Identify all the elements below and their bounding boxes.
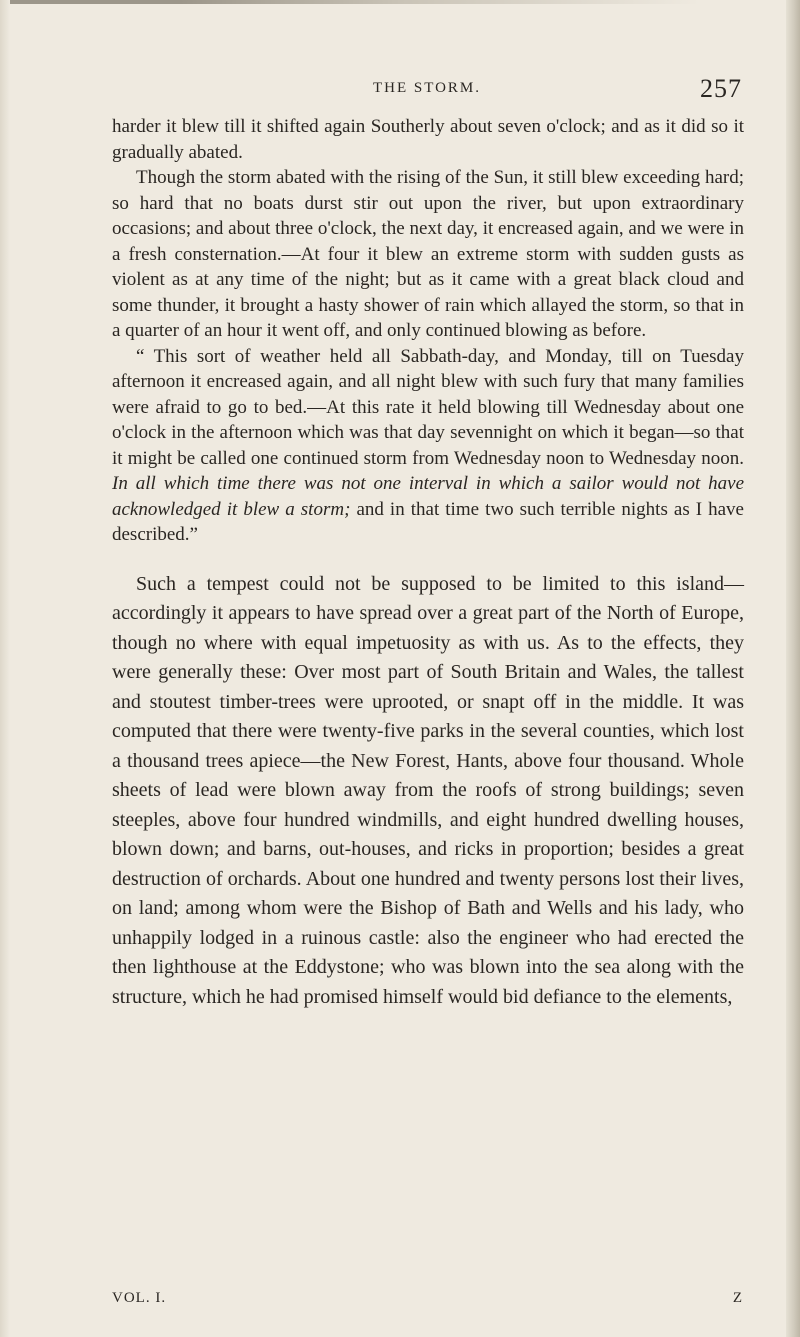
- paragraph-storm-abated: [112, 165, 744, 344]
- signature-mark: Z: [732, 1290, 742, 1306]
- running-head: THE STORM.: [372, 80, 482, 96]
- text-segment: Though the storm abated with the rising of the Sun, it still blew exceeding hard; so hard that no boats durst stir out upon the river, but upon extraordinary occasions; and about three o'clock, the next day, it encreased again, and we were in a fresh consternation.—At four it blew an extreme storm with sudden gusts as violent as at any time of the night; but as it came with a great black cloud and some thunder, it brought a hasty shower of rain which allayed the storm, so that in a quarter of an hour it went off, and only continued blowing as before.: [112, 167, 744, 341]
- volume-label: VOL. I.: [112, 1290, 167, 1306]
- paragraph-quotation: [112, 344, 744, 548]
- scan-top-rule: [0, 0, 800, 4]
- page-number: 257: [700, 74, 742, 103]
- italic-segment: In all which time there was not one interval in which a sailor would not have acknowledged it blew a storm;: [112, 473, 744, 520]
- text-segment: harder it blew till it shifted again Southerly about seven o'clock; and as it did so it gradually abated.: [112, 116, 744, 163]
- page-footer: [112, 1290, 742, 1314]
- text-segment: and in that time two such terrible nights as I have described.”: [112, 498, 744, 545]
- text-segment: “ This sort of weather held all Sabbath-day, and Monday, till on Tuesday afternoon it encreased again, and all night blew with such fury that many families were afraid to go to bed.—At this rate it held blowing till Wednesday about one o'clock in the afternoon which was that day sevennight on which it began—so that it might be called one continued storm from Wednesday noon to Wednesday noon.: [112, 345, 744, 469]
- text-segment: Such a tempest could not be supposed to be limited to this island—accordingly it appears to have spread over a great part of the North of Europe, though no where with equal impetuosity as with us. As to the effects, they were generally these: Over most part of South Britain and Wales, the tallest and stoutest timber-trees were uprooted, or snapt off in the middle. It was computed that there were twenty-five parks in the several counties, which lost a thousand trees apiece—the New Forest, Hants, above four thousand. Whole sheets of lead were blown away from the roofs of strong buildings; seven steeples, above four hundred windmills, and eight hundred dwelling houses, blown down; and barns, out-houses, and ricks in proportion; besides a great destruction of orchards. About one hundred and twenty persons lost their lives, on land; among whom were the Bishop of Bath and Wells and his lady, who unhappily lodged in a ruinous castle: also the engineer who had erected the then lighthouse at the Eddystone; who was blown into the sea along with the structure, which he had promised himself would bid defiance to the elements,: [112, 572, 744, 1008]
- page-gutter-shade: [0, 0, 10, 1337]
- page-header: [112, 76, 742, 116]
- page-edge-shade: [786, 0, 800, 1337]
- paragraph-tempest-effects: [112, 570, 744, 1013]
- body-text: [112, 114, 744, 1012]
- paragraph-continuation: [112, 114, 744, 165]
